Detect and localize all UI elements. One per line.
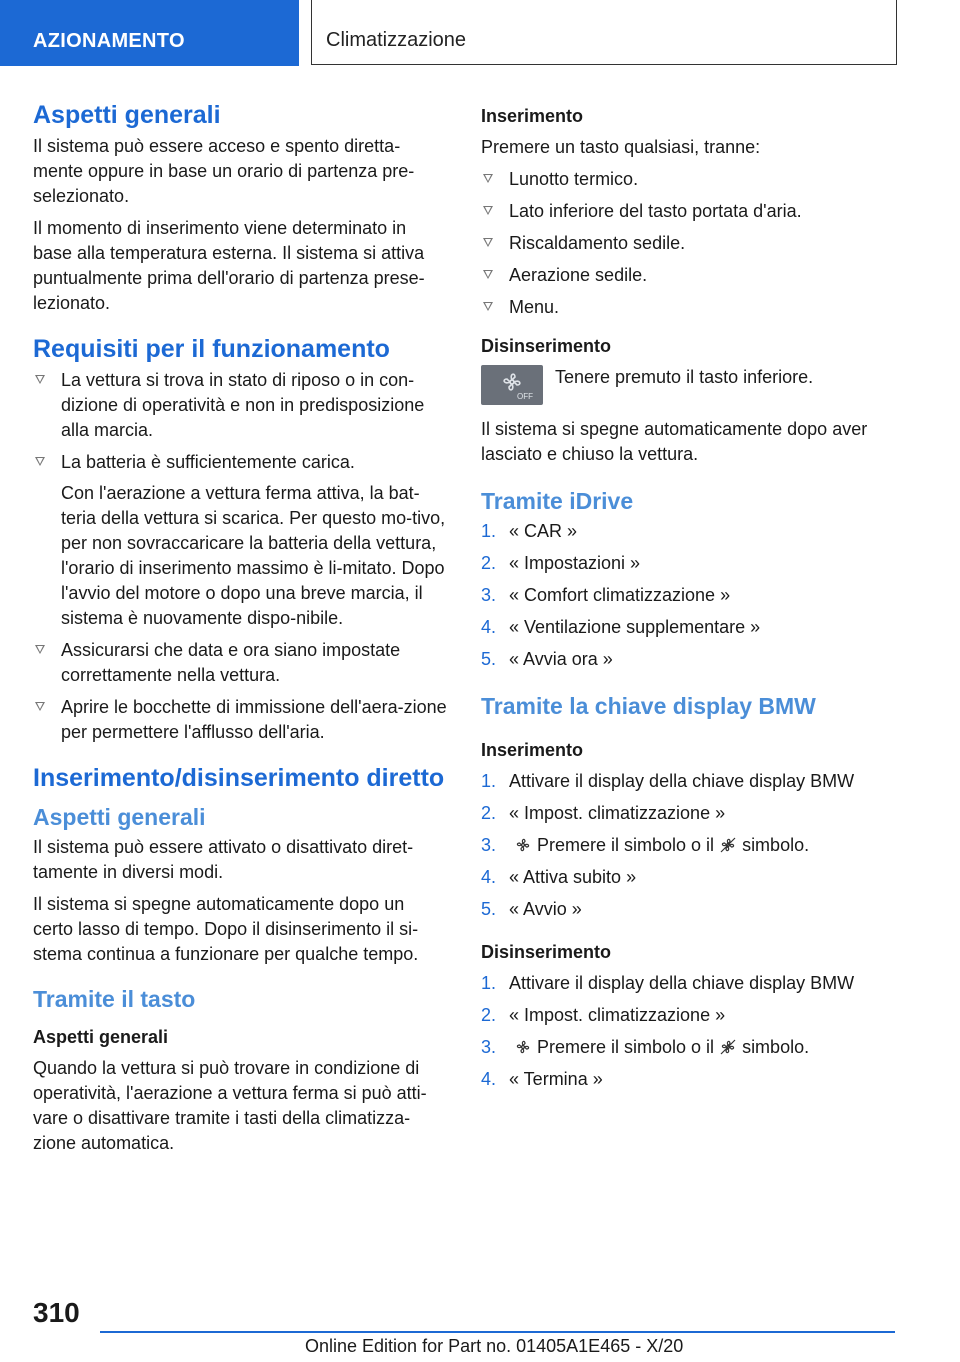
paragraph: Premere un tasto qualsiasi, tranne: — [481, 137, 761, 157]
list-item: Lato inferiore del tasto portata d'aria. — [481, 199, 901, 224]
paragraph: Quando la vettura si può trovare in condizione di operatività, l'aerazione a vettura ferma si può atti-vare o disattivare tramite i tasti della climatizza-zione automatica. — [33, 1058, 427, 1153]
subheading-aspetti-generali: Aspetti generali — [33, 804, 206, 830]
list-item: Aprire le bocchette di immissione dell'aera-zione per permettere l'afflusso dell'aria. — [33, 695, 447, 745]
list-item: Lunotto termico. — [481, 167, 901, 192]
requirements-list — [33, 368, 447, 745]
list-item: Menu. — [481, 295, 901, 320]
minor-heading-disinserimento-2: Disinserimento — [481, 942, 612, 962]
list-item: Assicurarsi che data e ora siano impostate correttamente nella vettura. — [33, 638, 447, 688]
header-chapter-box — [311, 0, 897, 65]
list-item: 5. « Avvio » — [481, 899, 582, 919]
subheading-idrive: Tramite iDrive — [481, 488, 634, 514]
fan-off-key-image — [481, 365, 543, 405]
footer-edition: Online Edition for Part no. 01405A1E465 - X/20 — [305, 1336, 684, 1356]
list-item: 3. Premere il simbolo o il simbolo. — [481, 1037, 810, 1057]
list-item: 2. « Impostazioni » — [481, 553, 641, 573]
heading-diretto: Inserimento/disinserimento diretto — [33, 764, 445, 792]
paragraph: Il sistema può essere attivato o disattivato diret-tamente in diversi modi. — [33, 837, 414, 882]
list-item: Aerazione sedile. — [481, 263, 901, 288]
subheading-tramite-tasto: Tramite il tasto — [33, 986, 196, 1012]
list-item: 1. Attivare il display della chiave display BMW — [481, 771, 855, 791]
fan-icon — [515, 1039, 531, 1055]
key-display-off-steps — [481, 971, 901, 1092]
key-display-on-steps — [481, 769, 901, 922]
heading-requisiti: Requisiti per il funzionamento — [33, 335, 390, 363]
header-section-tab — [0, 0, 299, 66]
paragraph: Il sistema può essere acceso e spento diretta-mente oppure in base un orario di partenza pre-selezionato. — [33, 136, 415, 206]
list-item: 4. « Termina » — [481, 1069, 603, 1089]
header-section: AZIONAMENTO — [33, 30, 185, 52]
fan-off-icon — [720, 837, 736, 853]
list-item: La vettura si trova in stato di riposo o in con-dizione di operatività e non in predisposizione alla marcia. — [33, 368, 447, 443]
key-label: OFF — [517, 392, 533, 401]
idrive-steps — [481, 519, 901, 672]
list-item: La batteria è sufficientemente carica. Con l'aerazione a vettura ferma attiva, la bat-teria della vettura si scarica. Per questo mo-tivo, per non sovraccaricare la batteria della vettura, l'orario di inserimento massimo è li-mitato. Dopo l'avvio del motore o dopo una breve marcia, il sistema è nuovamente dispo-nibile. — [33, 450, 447, 631]
list-item: Riscaldamento sedile. — [481, 231, 901, 256]
minor-heading-inserimento-2: Inserimento — [481, 740, 584, 760]
key-instruction — [481, 365, 901, 405]
list-item: 5. « Avvia ora » — [481, 649, 613, 669]
fan-off-icon — [481, 365, 543, 405]
list-item: 2. « Impost. climatizzazione » — [481, 1005, 726, 1025]
list-item: 2. « Impost. climatizzazione » — [481, 803, 726, 823]
subheading-chiave-display: Tramite la chiave display BMW — [481, 693, 816, 719]
list-item: 4. « Attiva subito » — [481, 867, 637, 887]
minor-heading: Aspetti generali — [33, 1027, 169, 1047]
minor-heading-inserimento: Inserimento — [481, 106, 584, 126]
minor-heading-disinserimento: Disinserimento — [481, 336, 612, 356]
left-column — [33, 100, 447, 1163]
exceptions-list — [481, 167, 901, 320]
list-item: 1. Attivare il display della chiave display BMW — [481, 973, 855, 993]
right-column — [481, 104, 901, 1099]
list-item: 3. Premere il simbolo o il simbolo. — [481, 835, 810, 855]
paragraph: Il sistema si spegne automaticamente dopo aver lasciato e chiuso la vettura. — [481, 419, 868, 464]
header-chapter: Climatizzazione — [326, 29, 467, 51]
list-item: 4. « Ventilazione supplementare » — [481, 617, 761, 637]
paragraph: Il sistema si spegne automaticamente dopo un certo lasso di tempo. Dopo il disinserimento il si-stema continua a funzionare per qualche tempo. — [33, 894, 419, 964]
heading-aspetti-generali: Aspetti generali — [33, 101, 221, 129]
fan-icon — [515, 837, 531, 853]
list-item-note: Con l'aerazione a vettura ferma attiva, la bat-teria della vettura si scarica. Per questo mo-tivo, per non sovraccaricare la batteria della vettura, l'orario di inserimento massimo è li-mitato. Dopo l'avvio del motore o dopo una breve marcia, il sistema è nuovamente dispo-nibile. — [61, 483, 446, 628]
paragraph: Il momento di inserimento viene determinato in base alla temperatura esterna. Il sistema si attiva puntualmente prima dell'orario di partenza prese-lezionato. — [33, 218, 425, 313]
key-text: Tenere premuto il tasto inferiore. — [555, 367, 814, 387]
list-item: 3. « Comfort climatizzazione » — [481, 585, 731, 605]
page-number: 310 — [33, 1297, 80, 1328]
list-item: 1. « CAR » — [481, 521, 578, 541]
footer-divider — [100, 1331, 895, 1333]
fan-off-icon — [720, 1039, 736, 1055]
